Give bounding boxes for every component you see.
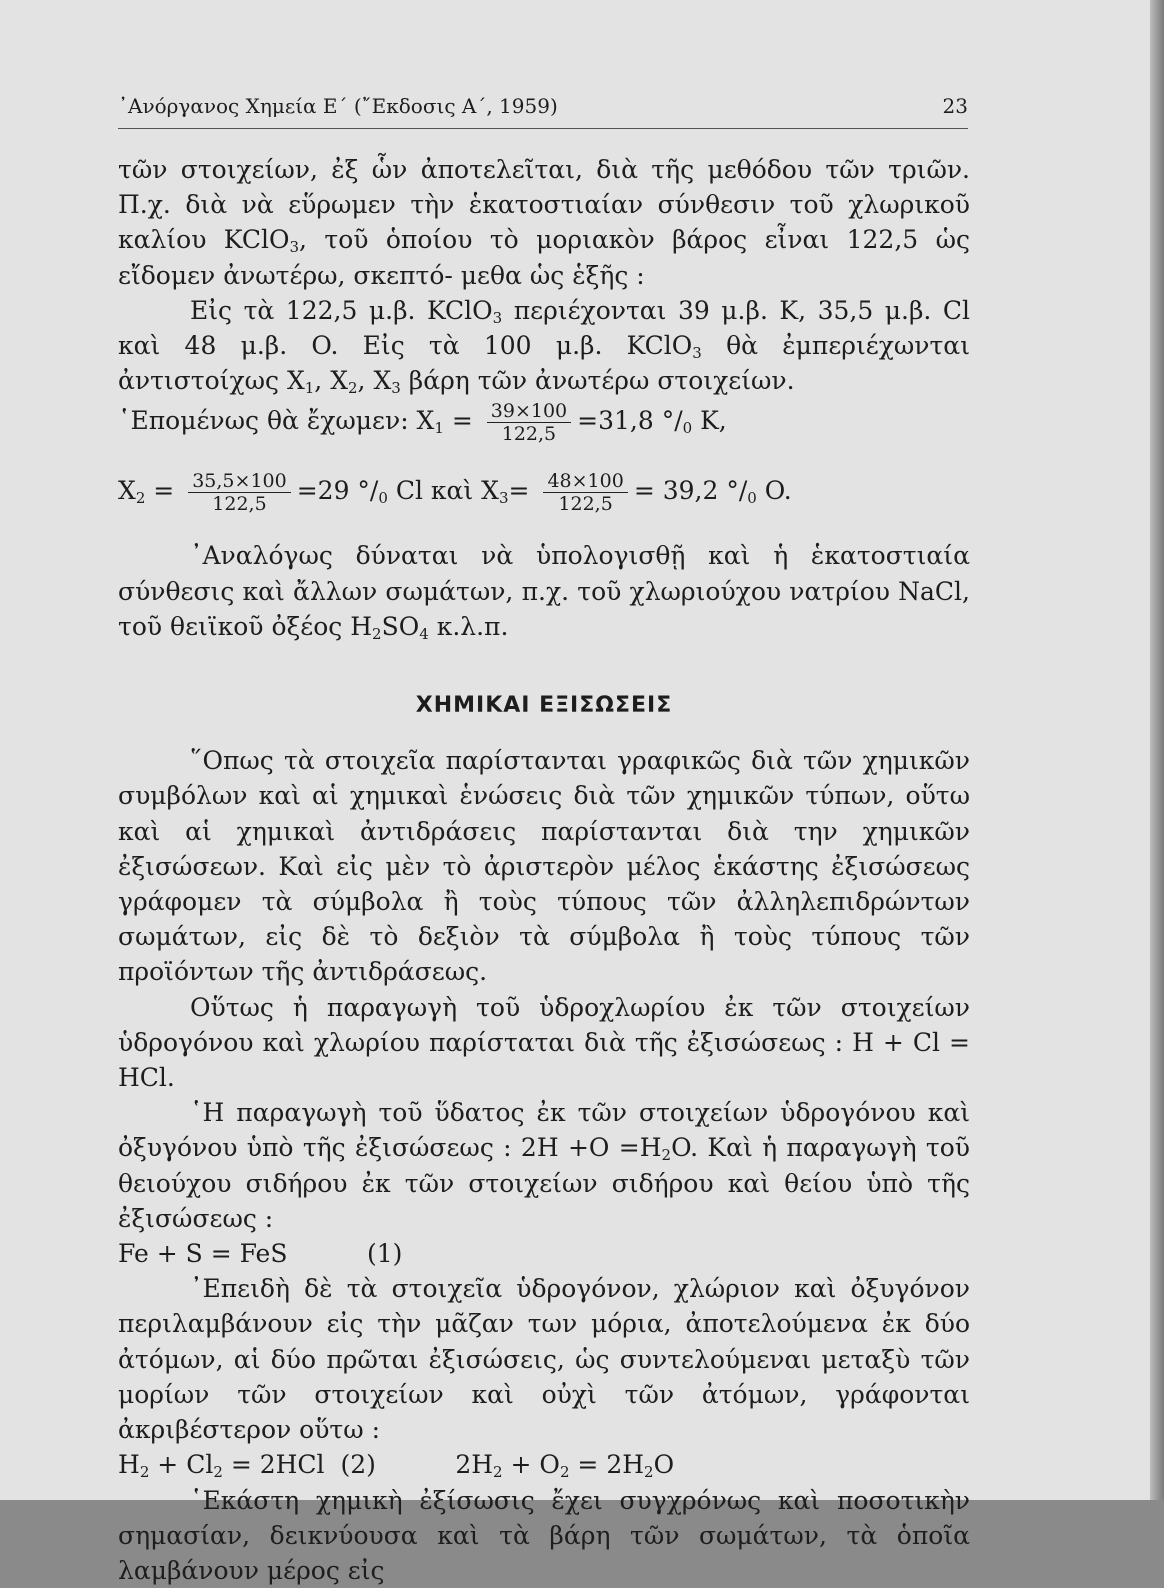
paragraph-6: ῾Η παραγωγὴ τοῦ ὕδατος ἐκ τῶν στοιχείων ὑδρογόνου καὶ ὀξυγόνου ὑπὸ τῆς ἐξισώσεως : $2H +O =H_2O$. Καὶ ἡ παραγωγὴ τοῦ θειούχου σιδήρου ἐκ τῶν στοιχείων σιδήρου καὶ θείου ὑπὸ τῆς ἐξισώσεως :: [118, 1095, 970, 1236]
page-edge: [1150, 0, 1164, 1500]
fraction-x3: $\frac{48\times 100}{122,5}$: [543, 470, 627, 515]
page-number: 23: [943, 94, 968, 118]
calculation-x2-x3: $X_2$ = $\frac{35,5\times 100}{122,5}$ =29 $^\circ/_0$ Cl καὶ $X_3=$ $\frac{48\times 100}{122,5}$ = 39,2 $^\circ/_0$ O.: [118, 470, 970, 532]
fraction-x1: $\frac{39\times 100}{122,5}$: [487, 400, 571, 445]
fraction-x2: $\frac{35,5\times 100}{122,5}$: [188, 470, 291, 515]
paragraph-2: Εἰς τὰ 122,5 μ.β. KClO$_3$ περιέχονται 39 μ.β. K, 35,5 μ.β. Cl καὶ 48 μ.β. O. Εἰς τὰ 100 μ.β. KClO$_3$ θὰ ἐμπεριέχωνται ἀντιστοίχως $X_1$, $X_2$, $X_3$ βάρη τῶν ἀνωτέρω στοιχείων.: [118, 293, 970, 399]
equation-2: $H_2 + Cl_2 = 2HCl$ (2) $2H_2 + O_2 = 2H_2O$: [118, 1447, 970, 1482]
calculation-x1: ῾Επομένως θὰ ἔχωμεν: $X_1$ = $\frac{39\times 100}{122,5}$ =31,8 $^\circ/_0$ K,: [118, 400, 970, 462]
body-text: [118, 152, 970, 1588]
paragraph-7: ᾽Επειδὴ δὲ τὰ στοιχεῖα ὑδρογόνον, χλώριον καὶ ὀξυγόνον περιλαμβάνουν εἰς τὴν μᾶζαν των μόρια, ἀποτελούμενα ἐκ δύο ἀτόμων, αἱ δύο πρῶται ἐξισώσεις, ὡς συντελούμεναι μεταξὺ τῶν μορίων τῶν στοιχείων καὶ οὐχὶ τῶν ἀτόμων, γράφονται ἀκριβέστερον οὕτω :: [118, 1271, 970, 1447]
paragraph-1: τῶν στοιχείων, ἐξ ὧν ἀποτελεῖται, διὰ τῆς μεθόδου τῶν τριῶν. Π.χ. διὰ νὰ εὕρωμεν τὴν ἑκατοστιαίαν σύνθεσιν τοῦ χλωρικοῦ καλίου KClO$_3$, τοῦ ὁποίου τὸ μοριακὸν βάρος εἶναι 122,5 ὡς εἴδομεν ἀνωτέρω, σκεπτό- μεθα ὡς ἑξῆς :: [118, 152, 970, 293]
header-title: ᾽Ανόργανος Χημεία Ε΄ (῎Εκδοσις Α΄, 1959): [118, 94, 558, 118]
paragraph-3: ᾽Αναλόγως δύναται νὰ ὑπολογισθῇ καὶ ἡ ἑκατοστιαία σύνθεσις καὶ ἄλλων σωμάτων, π.χ. τοῦ χλωριούχου νατρίου NaCl, τοῦ θειϊκοῦ ὀξέος $H_2SO_4$ κ.λ.π.: [118, 538, 970, 644]
paragraph-8: ῾Εκάστη χημικὴ ἐξίσωσις ἔχει συγχρόνως καὶ ποσοτικὴν σημασίαν, δεικνύουσα καὶ τὰ βάρη τῶν σωμάτων, τὰ ὁποῖα λαμβάνουν μέρος εἰς: [118, 1483, 970, 1588]
paragraph-5: Οὕτως ἡ παραγωγὴ τοῦ ὑδροχλωρίου ἐκ τῶν στοιχείων ὑδρογόνου καὶ χλωρίου παρίσταται διὰ τῆς ἐξισώσεως : H + Cl = HCl.: [118, 990, 970, 1096]
running-header: [118, 92, 968, 129]
equation-1: Fe + S = FeS (1): [118, 1236, 970, 1271]
paragraph-4: ῞Οπως τὰ στοιχεῖα παρίστανται γραφικῶς διὰ τῶν χημικῶν συμβόλων καὶ αἱ χημικαὶ ἑνώσεις διὰ τῶν χημικῶν τύπων, οὕτω καὶ αἱ χημικαὶ ἀντιδράσεις παρίστανται διὰ την χημικῶν ἐξισώσεων. Καὶ εἰς μὲν τὸ ἀριστερὸν μέλος ἑκάστης ἐξισώσεως γράφομεν τὰ σύμβολα ἢ τοὺς τύπους τῶν ἀλληλεπιδρώντων σωμάτων, εἰς δὲ τὸ δεξιὸν τὰ σύμβολα ἢ τοὺς τύπους τῶν προϊόντων τῆς ἀντιδράσεως.: [118, 743, 970, 989]
section-heading: ΧΗΜΙΚΑΙ ΕΞΙΣΩΣΕΙΣ: [118, 688, 970, 723]
